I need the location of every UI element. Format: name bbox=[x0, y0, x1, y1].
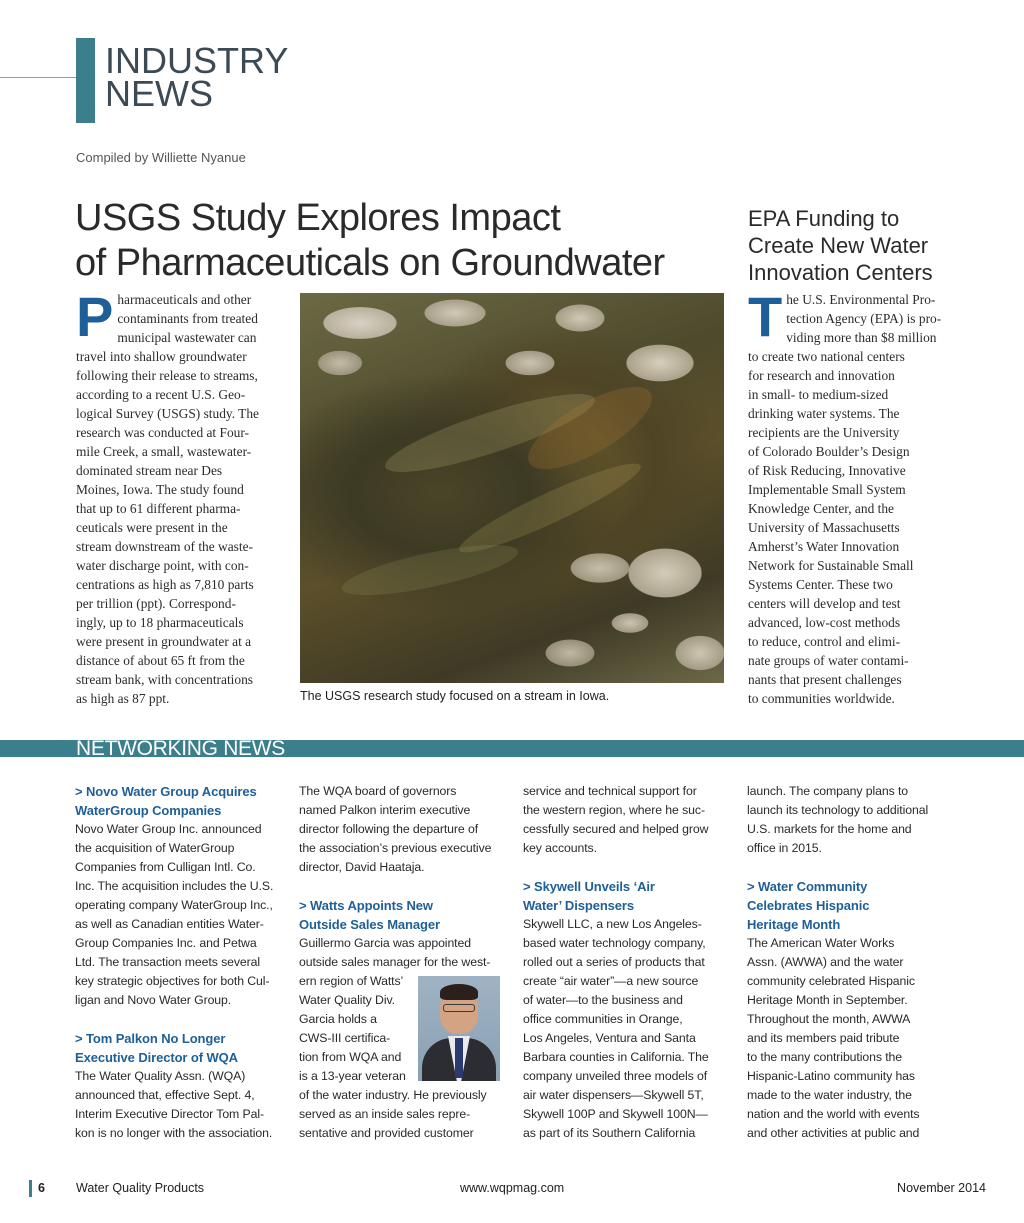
side-article-body bbox=[748, 285, 948, 708]
text-line: Skywell LLC, a new Los Angeles- bbox=[523, 917, 702, 931]
text-line: announced that, effective Sept. 4, bbox=[75, 1088, 255, 1102]
text-line: Interim Executive Director Tom Pal- bbox=[75, 1107, 264, 1121]
text-line: University of Massachusetts bbox=[748, 520, 900, 535]
side-headline-line2: Create New Water bbox=[748, 233, 929, 258]
news-paragraph bbox=[747, 782, 951, 858]
text-line: The WQA board of governors bbox=[299, 784, 457, 798]
news-headline: > Skywell Unveils ‘Air Water’ Dispensers bbox=[523, 879, 655, 913]
text-line: launch. The company plans to bbox=[747, 784, 909, 798]
text-line: Throughout the month, AWWA bbox=[747, 1012, 911, 1026]
text-line: viding more than $8 million bbox=[786, 330, 937, 345]
text-line: ingly, up to 18 pharmaceuticals bbox=[76, 615, 244, 630]
main-dropcap: P bbox=[76, 285, 114, 348]
text-line: for research and innovation bbox=[748, 368, 895, 383]
news-paragraph bbox=[75, 820, 279, 1010]
text-line: office in 2015. bbox=[747, 841, 822, 855]
text-line: travel into shallow groundwater bbox=[76, 349, 247, 364]
text-line: Novo Water Group Inc. announced bbox=[75, 822, 262, 836]
side-headline-line1: EPA Funding to bbox=[748, 206, 900, 231]
main-article-headline bbox=[75, 196, 725, 286]
text-line: to create two national centers bbox=[748, 349, 905, 364]
text-line: the western region, where he suc- bbox=[523, 803, 705, 817]
text-line: director following the departure of bbox=[299, 822, 479, 836]
text-line: stream bank, with concentrations bbox=[76, 672, 254, 687]
news-paragraph bbox=[299, 782, 503, 877]
text-line: Inc. The acquisition includes the U.S. bbox=[75, 879, 274, 893]
main-article-body bbox=[76, 285, 280, 708]
publication-name: Water Quality Products bbox=[76, 1181, 205, 1195]
section-title-line2: NEWS bbox=[105, 73, 213, 114]
text-line: cessfully secured and helped grow bbox=[523, 822, 709, 836]
text-line: create “air water”—a new source bbox=[523, 974, 699, 988]
text-line: Skywell 100P and Skywell 100N— bbox=[523, 1107, 708, 1121]
text-line: as high as 87 ppt. bbox=[76, 691, 170, 706]
text-line: the acquisition of WaterGroup bbox=[75, 841, 235, 855]
text-line: Guillermo Garcia was appointed bbox=[299, 936, 471, 950]
text-line: centrations as high as 7,810 parts bbox=[76, 577, 254, 592]
text-line: recipients are the University bbox=[748, 425, 900, 440]
section-title bbox=[105, 40, 289, 114]
text-line: company unveiled three models of bbox=[523, 1069, 708, 1083]
publication-url[interactable]: www.wqpmag.com bbox=[460, 1181, 565, 1195]
text-line: distance of about 65 ft from the bbox=[76, 653, 245, 668]
news-headline: > Tom Palkon No Longer Executive Director of WQA bbox=[75, 1031, 238, 1065]
text-line: stream downstream of the waste- bbox=[76, 539, 253, 554]
text-line: Assn. (AWWA) and the water bbox=[747, 955, 904, 969]
text-line: in small- to medium-sized bbox=[748, 387, 889, 402]
text-line: U.S. markets for the home and bbox=[747, 822, 912, 836]
text-line: nants that present challenges bbox=[748, 672, 902, 687]
text-line: and other activities at public and bbox=[747, 1126, 920, 1140]
text-line: The American Water Works bbox=[747, 936, 895, 950]
text-line: of Risk Reducing, Innovative bbox=[748, 463, 906, 478]
text-line: water discharge point, with con- bbox=[76, 558, 249, 573]
text-line: harmaceuticals and other bbox=[117, 292, 252, 307]
news-headline: > Novo Water Group Acquires WaterGroup Companies bbox=[75, 784, 257, 818]
text-line: mile Creek, a small, wastewater- bbox=[76, 444, 252, 459]
news-column-4 bbox=[747, 782, 951, 1143]
text-line: as part of its Southern California bbox=[523, 1126, 696, 1140]
text-line: following their release to streams, bbox=[76, 368, 258, 383]
text-line: service and technical support for bbox=[523, 784, 697, 798]
text-line: based water technology company, bbox=[523, 936, 706, 950]
text-line: municipal wastewater can bbox=[117, 330, 257, 345]
text-line: research was conducted at Four- bbox=[76, 425, 249, 440]
side-dropcap: T bbox=[748, 285, 783, 348]
text-line: made to the water industry, the bbox=[747, 1088, 912, 1102]
side-article-lines bbox=[748, 285, 948, 708]
compiled-by: Compiled by Williette Nyanue bbox=[76, 150, 246, 165]
text-line: ern region of Watts’ bbox=[299, 974, 404, 988]
news-column-1 bbox=[75, 782, 279, 1143]
text-line: CWS-III certifica- bbox=[299, 1031, 391, 1045]
headline-line1: USGS Study Explores Impact bbox=[75, 197, 561, 239]
text-line: tection Agency (EPA) is pro- bbox=[786, 311, 942, 326]
text-line: director, David Haataja. bbox=[299, 860, 425, 874]
text-line: contaminants from treated bbox=[117, 311, 258, 326]
text-line: as well as Canadian entities Water- bbox=[75, 917, 264, 931]
text-line: community celebrated Hispanic bbox=[747, 974, 915, 988]
section-title-line1: INDUSTRY bbox=[105, 40, 289, 81]
text-line: is a 13-year veteran bbox=[299, 1069, 406, 1083]
main-article-lines bbox=[76, 285, 280, 708]
section-accent-bar bbox=[76, 38, 95, 123]
news-paragraph bbox=[75, 1067, 279, 1143]
news-column-3 bbox=[523, 782, 727, 1143]
headline-line2: of Pharmaceuticals on Groundwater bbox=[75, 242, 665, 284]
news-paragraph bbox=[523, 915, 727, 1143]
text-line: air water dispensers—Skywell 5T, bbox=[523, 1088, 704, 1102]
text-line: tion from WQA and bbox=[299, 1050, 402, 1064]
text-line: office communities in Orange, bbox=[523, 1012, 683, 1026]
text-line: logical Survey (USGS) study. The bbox=[76, 406, 259, 421]
text-line: Barbara counties in California. The bbox=[523, 1050, 709, 1064]
side-headline-line3: Innovation Centers bbox=[748, 260, 933, 285]
text-line: Ltd. The transaction meets several bbox=[75, 955, 261, 969]
text-line: Amherst’s Water Innovation bbox=[748, 539, 900, 554]
footer-accent-bar bbox=[29, 1180, 32, 1197]
networking-news-title: NETWORKING NEWS bbox=[76, 737, 285, 760]
text-line: advanced, low-cost methods bbox=[748, 615, 901, 630]
text-line: to the many contributions the bbox=[747, 1050, 903, 1064]
text-line: Companies from Culligan Intl. Co. bbox=[75, 860, 256, 874]
text-line: according to a recent U.S. Geo- bbox=[76, 387, 246, 402]
text-line: of the water industry. He previously bbox=[299, 1088, 487, 1102]
text-line: drinking water systems. The bbox=[748, 406, 900, 421]
text-line: he U.S. Environmental Pro- bbox=[786, 292, 936, 307]
text-line: that up to 61 different pharma- bbox=[76, 501, 241, 516]
text-line: outside sales manager for the west- bbox=[299, 955, 491, 969]
stream-photo bbox=[300, 293, 724, 683]
text-line: Implementable Small System bbox=[748, 482, 906, 497]
text-line: ligan and Novo Water Group. bbox=[75, 993, 232, 1007]
news-paragraph bbox=[523, 782, 727, 858]
news-column-2 bbox=[299, 782, 503, 1143]
text-line: nate groups of water contami- bbox=[748, 653, 909, 668]
text-line: Moines, Iowa. The study found bbox=[76, 482, 244, 497]
text-line: of water—to the business and bbox=[523, 993, 683, 1007]
news-headline: > Water Community Celebrates Hispanic Heritage Month bbox=[747, 879, 870, 932]
text-line: Network for Sustainable Small bbox=[748, 558, 914, 573]
text-line: dominated stream near Des bbox=[76, 463, 223, 478]
text-line: the association’s previous executive bbox=[299, 841, 492, 855]
page-number: 6 bbox=[38, 1181, 45, 1195]
issue-date: November 2014 bbox=[897, 1181, 986, 1195]
text-line: per trillion (ppt). Correspond- bbox=[76, 596, 236, 611]
text-line: rolled out a series of products that bbox=[523, 955, 705, 969]
text-line: to reduce, control and elimi- bbox=[748, 634, 901, 649]
side-article-headline bbox=[748, 205, 978, 286]
text-line: operating company WaterGroup Inc., bbox=[75, 898, 273, 912]
text-line: to communities worldwide. bbox=[748, 691, 895, 706]
text-line: were present in groundwater at a bbox=[76, 634, 252, 649]
text-line: Los Angeles, Ventura and Santa bbox=[523, 1031, 696, 1045]
text-line: Knowledge Center, and the bbox=[748, 501, 894, 516]
text-line: ceuticals were present in the bbox=[76, 520, 228, 535]
text-line: key strategic objectives for both Cul- bbox=[75, 974, 270, 988]
text-line: Group Companies Inc. and Petwa bbox=[75, 936, 257, 950]
text-line: sentative and provided customer bbox=[299, 1126, 474, 1140]
text-line: key accounts. bbox=[523, 841, 597, 855]
text-line: Garcia holds a bbox=[299, 1012, 377, 1026]
text-line: named Palkon interim executive bbox=[299, 803, 471, 817]
text-line: Water Quality Div. bbox=[299, 993, 395, 1007]
text-line: served as an inside sales repre- bbox=[299, 1107, 471, 1121]
text-line: and its members paid tribute bbox=[747, 1031, 900, 1045]
text-line: Hispanic-Latino community has bbox=[747, 1069, 915, 1083]
text-line: Systems Center. These two bbox=[748, 577, 893, 592]
text-line: of Colorado Boulder’s Design bbox=[748, 444, 910, 459]
header-rule bbox=[0, 77, 80, 78]
guillermo-garcia-photo bbox=[418, 976, 500, 1081]
news-headline: > Watts Appoints New Outside Sales Manager bbox=[299, 898, 440, 932]
text-line: centers will develop and test bbox=[748, 596, 901, 611]
text-line: Heritage Month in September. bbox=[747, 993, 908, 1007]
text-line: launch its technology to additional bbox=[747, 803, 929, 817]
photo-caption: The USGS research study focused on a stream in Iowa. bbox=[300, 689, 610, 703]
text-line: kon is no longer with the association. bbox=[75, 1126, 273, 1140]
text-line: nation and the world with events bbox=[747, 1107, 920, 1121]
text-line: The Water Quality Assn. (WQA) bbox=[75, 1069, 246, 1083]
news-paragraph bbox=[747, 934, 951, 1143]
